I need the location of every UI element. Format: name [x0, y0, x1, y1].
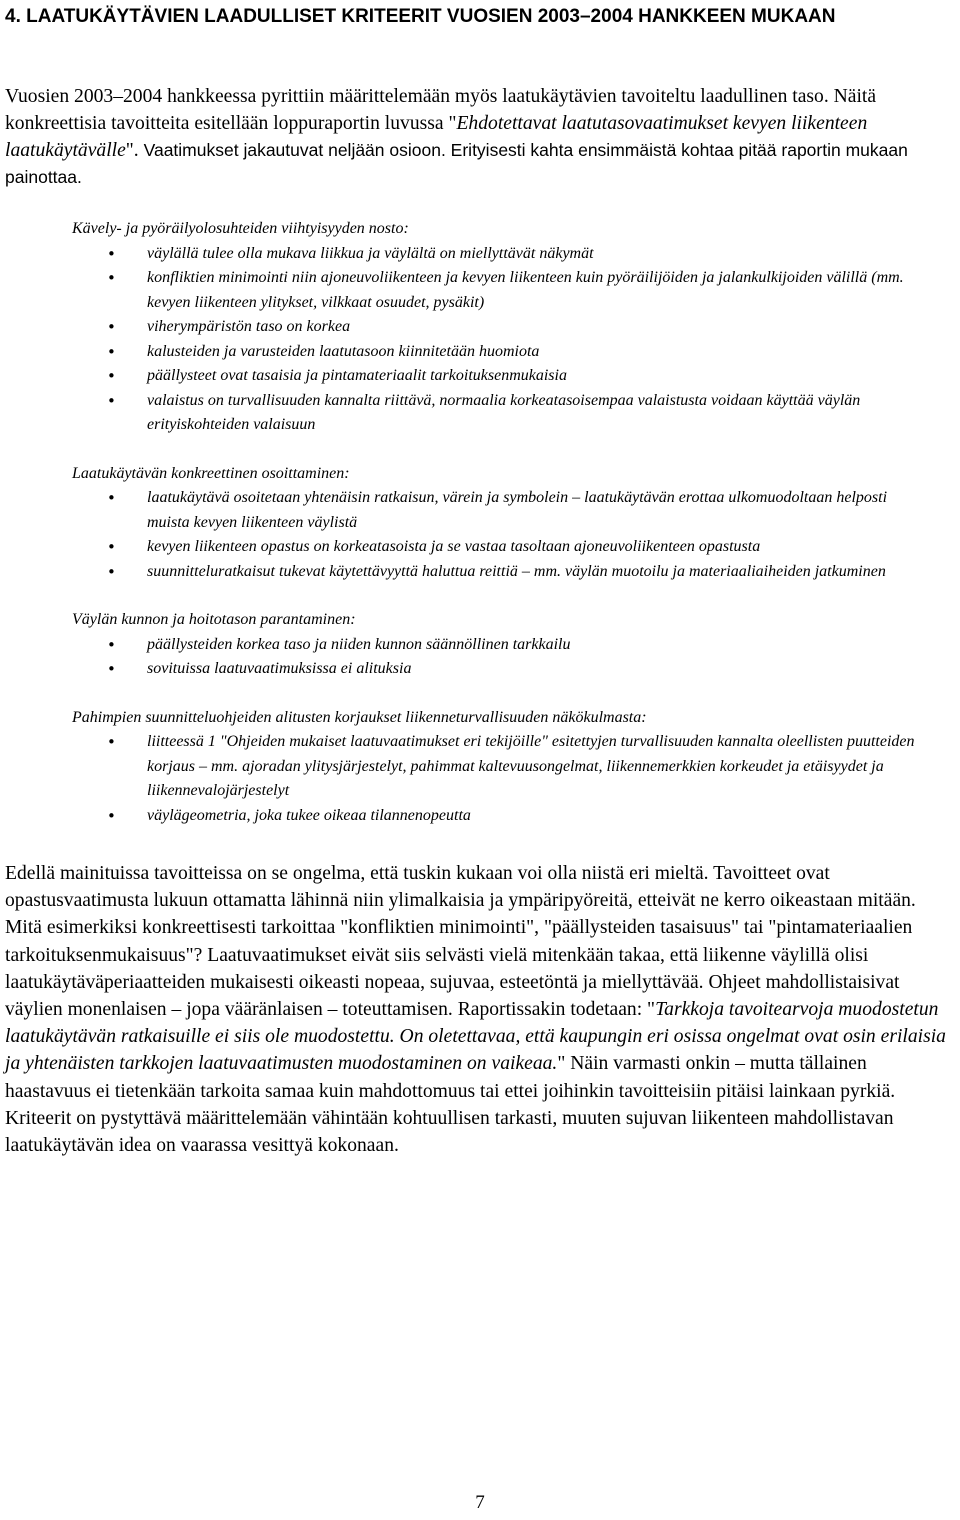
intro-paragraph	[5, 83, 955, 191]
list-item: • kevyen liikenteen opastus on korkeatasoista ja se vastaa tasoltaan ajoneuvoliikenteen opastusta	[72, 535, 932, 560]
list-item: • sovituissa laatuvaatimuksissa ei alituksia	[72, 657, 932, 682]
requirement-section	[72, 462, 932, 585]
bullet-list	[72, 486, 932, 584]
list-item: • valaistus on turvallisuuden kannalta riittävä, normaalia korkeatasoisempaa valaistusta voidaan käyttää väylän erityiskohteiden valaisuun	[72, 389, 932, 438]
list-item: • suunnitteluratkaisut tukevat käytettävyyttä haluttua reittiä – mm. väylän muotoilu ja materiaaliaiheiden jatkuminen	[72, 560, 932, 585]
list-item: • konfliktien minimointi niin ajoneuvoliikenteen ja kevyen liikenteen kuin pyöräilijöiden ja jalankulkijoiden välillä (mm. kevyen liikenteen ylitykset, vilkkaat osuudet, pysäkit)	[72, 266, 932, 315]
section-title: Pahimpien suunnitteluohjeiden alitusten korjaukset liikenneturvallisuuden näkökulmasta:	[72, 708, 647, 726]
list-item: • kalusteiden ja varusteiden laatutasoon kiinnitetään huomiota	[72, 340, 932, 365]
intro-text-end: ".	[125, 140, 144, 161]
list-item: • väylägeometria, joka tukee oikeaa tilannenopeutta	[72, 804, 932, 829]
requirements-list	[72, 217, 932, 828]
closing-text-end: " Näin varmasti onkin – mutta tällainen haastavuus ei tietenkään tarkoita samaa kuin mahdottomuus tai ettei joihinkin tavoitteisiin pitäisi lainkaan pyrkiä. Kriteerit on pystyttävä määrittelemään vähintään kohtuullisen tarkasti, muuten sujuvan liikenteen mahdollistavan laatukäytävän idea on vaarassa vesittyä kokonaan.	[5, 1053, 896, 1157]
bullet-list	[72, 730, 932, 828]
list-item: • laatukäytävä osoitetaan yhtenäisin ratkaisun, värein ja symbolein – laatukäytävän erottaa ulkomuodoltaan helposti muista kevyen liikenteen väylistä	[72, 486, 932, 535]
section-title: Laatukäytävän konkreettinen osoittaminen:	[72, 464, 350, 482]
page-number: 7	[475, 1492, 485, 1513]
report-section-title: Ehdotettavat laatutasovaatimukset kevyen liikenteen laatukäytävälle	[5, 113, 868, 161]
section-heading: 4. LAATUKÄYTÄVIEN LAADULLISET KRITEERIT VUOSIEN 2003–2004 HANKKEEN MUKAAN	[5, 6, 836, 27]
list-item: • päällysteet ovat tasaisia ja pintamateriaalit tarkoituksenmukaisia	[72, 364, 932, 389]
closing-paragraph	[5, 860, 957, 1159]
requirement-section	[72, 706, 932, 829]
intro-sans-text: Vaatimukset jakautuvat neljään osioon. Erityisesti kahta ensimmäistä kohtaa pitää raportin mukaan painottaa.	[5, 140, 908, 187]
requirement-section	[72, 217, 932, 438]
list-item: • viherympäristön taso on korkea	[72, 315, 932, 340]
list-item: • liitteessä 1 "Ohjeiden mukaiset laatuvaatimukset eri tekijöille" esitettyjen turvallisuuden kannalta oleellisten puutteiden korjaus – mm. ajoradan ylitysjärjestelyt, pahimmat kaltevuusongelmat, liikennemerkkien korkeudet ja etäisyydet ja liikennevalojärjestelyt	[72, 730, 932, 804]
section-title: Väylän kunnon ja hoitotason parantaminen:	[72, 611, 356, 628]
bullet-list	[72, 242, 932, 438]
bullet-list	[72, 633, 932, 682]
closing-text: Edellä mainituissa tavoitteissa on se ongelma, että tuskin kukaan voi olla niistä eri mieltä. Tavoitteet ovat opastusvaatimusta lukuun ottamatta lähinnä niin ylimalkaisia ja ympäripyöreitä, etteivät ne kerro oikeastaan mitään. Mitä esimerkiksi konkreettisesti tarkoittaa "konfliktien minimointi", "päällysteiden tasaisuus" tai "pintamateriaalien tarkoituksenmukaisuus"? Laatuvaatimukset eivät siis selvästi vielä mitenkään takaa, että liikenne väylillä olisi laatukäytäväperiaatteiden mukaisesti oikeasti nopeaa, sujuvaa, esteetöntä ja miellyttävää. Ohjeet mahdollistaisivat väylien monenlaisen – jopa vääränlaisen – toteuttamisen. Raportissakin todetaan: "	[5, 863, 916, 1021]
requirement-section	[72, 608, 932, 682]
section-title: Kävely- ja pyöräilyolosuhteiden viihtyisyyden nosto:	[72, 220, 409, 237]
intro-text: Vuosien 2003–2004 hankkeessa pyrittiin määrittelemään myös laatukäytävien tavoiteltu laadullinen taso. Näitä konkreettisia tavoitteita esitellään loppuraportin luvussa "	[5, 86, 877, 134]
list-item: • päällysteiden korkea taso ja niiden kunnon säännöllinen tarkkailu	[72, 633, 932, 658]
list-item: • väylällä tulee olla mukava liikkua ja väylältä on miellyttävät näkymät	[72, 242, 932, 267]
report-quote: Tarkkoja tavoitearvoja muodostetun laatukäytävän ratkaisuille ei siis ole muodostettu. On oletettavaa, että kaupungin eri osissa ongelmat ovat osin erilaisia ja yhtenäisten tarkkojen laatuvaatimusten muodostaminen on vaikeaa.	[5, 999, 946, 1075]
